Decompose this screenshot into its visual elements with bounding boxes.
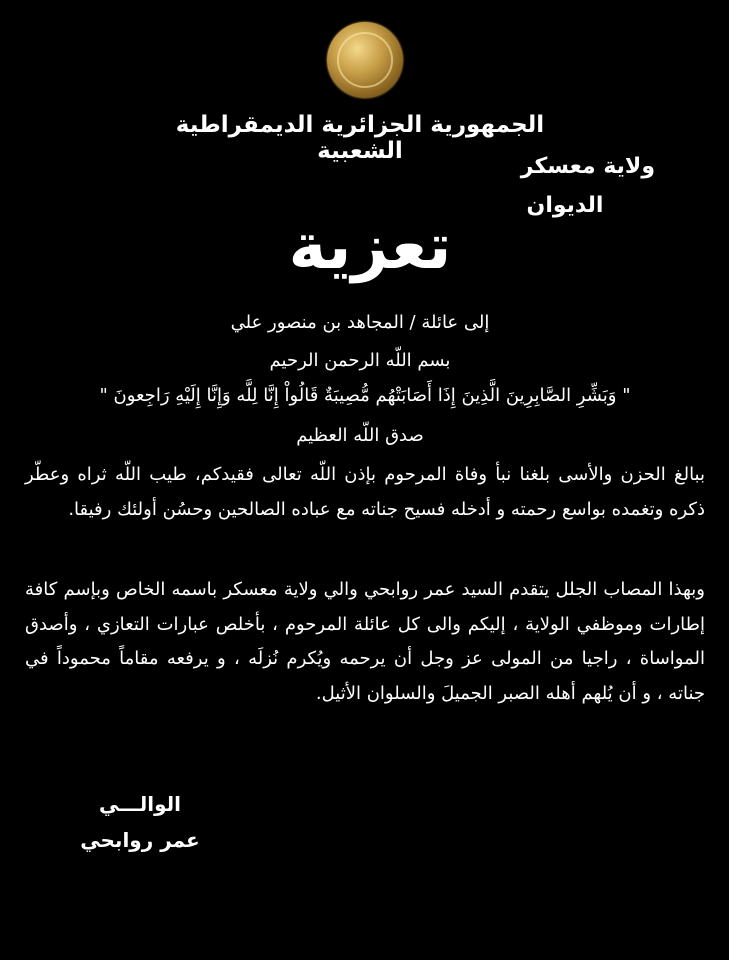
- signature-name: عمر روابحي: [80, 828, 200, 852]
- signature-role: الوالـــي: [98, 792, 181, 816]
- letter-title: تعزية: [288, 210, 452, 284]
- wilaya-name: ولاية معسكر: [520, 154, 655, 179]
- republic-header: الجمهورية الجزائرية الديمقراطية الشعبية: [175, 112, 545, 164]
- sadaqa-line: صدق اللّه العظيم: [296, 425, 424, 446]
- paragraph-wali-message: وبهذا المصاب الجلل يتقدم السيد عمر روابحي والي ولاية معسكر باسمه الخاص وبإسم كافة إطارات وموظفي الولاية ، إليكم والى كل عائلة المرحوم ، بأخلص عبارات التعازي ، وأصدق المواساة ، راجيا من المولى عز وجل أن يرحمه ويُكرم نُزلَه ، و يرفعه مقاماً محموداً في جناته ، و أن يُلهم أهله الصبر الجميلَ والسلوان الأثيل.: [25, 579, 705, 704]
- quran-verse: " وَبَشِّرِ الصَّابِرِينَ الَّذِينَ إِذَا أَصَابَتْهُم مُّصِيبَةٌ قَالُواْ إِنَّا لِلَّه وَإِنَّا إِلَيْهِ رَاجِعونَ ": [99, 385, 631, 406]
- paragraph-condolence: ببالغ الحزن والأسى بلغنا نبأ وفاة المرحوم بإذن اللّه تعالى فقيدكم، طيب اللّه ثراه وعطّر ذكره وتغمده بواسع رحمته و أدخله فسيح جناته مع عباده الصالحين وحسُن أولئك رفيقا.: [25, 464, 705, 520]
- basmala-line: بسم اللّه الرحمن الرحيم: [269, 350, 451, 371]
- national-seal-emblem: [327, 22, 403, 98]
- recipient-line: إلى عائلة / المجاهد بن منصور علي: [230, 312, 490, 333]
- office-name: الديوان: [526, 193, 604, 218]
